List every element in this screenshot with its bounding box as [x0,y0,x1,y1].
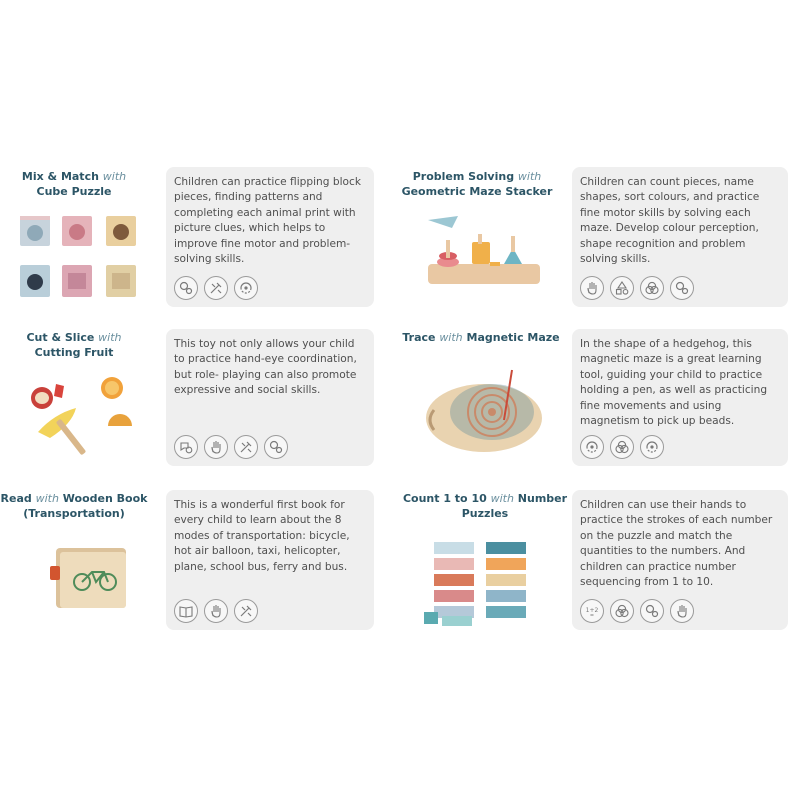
product-description: This is a wonderful first book for every child to learn about the 8 modes of transportation: bicycle, hot air balloon, taxi, helicopter, plane, school bus, ferry and bus. [174,499,350,573]
number-puzzles-image [420,538,536,630]
description-card [166,167,374,307]
math-icon [580,599,604,623]
hand-skill-icon [204,599,228,623]
product-title: Cut & Slice with Cutting Fruit [26,331,122,359]
shape-recognition-icon [610,276,634,300]
description-card [166,490,374,630]
skill-icons [174,599,258,623]
cube-puzzle-image [14,210,144,305]
fine-motor-icon [234,599,258,623]
wooden-book-image [46,542,130,614]
social-skills-icon [174,435,198,459]
book-icon [174,599,198,623]
problem-solving-icon [640,599,664,623]
hand-eye-icon [580,435,604,459]
product-title: Mix & Match with Cube Puzzle [21,170,127,198]
problem-solving-icon [670,276,694,300]
product-title: Trace with Magnetic Maze [402,331,560,344]
problem-solving-icon [174,276,198,300]
math-icon-label: 1+2 [585,607,599,614]
product-description: Children can practice flipping block pieces, finding patterns and completing each animal print with picture clues, which helps to improve fine motor and problem-solving skills. [174,176,361,266]
hand-eye-icon [234,276,258,300]
problem-solving-icon [264,435,288,459]
product-description: Children can count pieces, name shapes, sort colours, and practice fine motor skills by solving each maze. Develop colour perception, shape recognition and problem solving skills. [580,176,760,266]
skill-icons [580,435,664,459]
hand-skill-icon [580,276,604,300]
product-title: Problem Solving with Geometric Maze Stacker [401,170,553,198]
skill-icons [174,435,288,459]
svg-text:=: = [589,613,595,619]
fine-motor-icon [234,435,258,459]
colour-perception-icon [610,435,634,459]
cutting-fruit-image [24,368,144,463]
product-title: Count 1 to 10 with Number Puzzles [402,492,568,520]
hand-skill-icon [204,435,228,459]
description-card [572,329,788,466]
hand-eye-icon [640,435,664,459]
magnetic-maze-image [420,360,552,460]
description-card [572,167,788,307]
geometric-maze-stacker-image [418,212,546,292]
skill-icons [580,276,694,300]
skill-icons [174,276,258,300]
product-description: This toy not only allows your child to practice hand-eye coordination, but role- playing can also promote expressive and social skills. [174,338,357,397]
product-description: In the shape of a hedgehog, this magnetic maze is a great learning tool, guiding your child to practice holding a pen, as well as practicing fine movements and using magnetism to pick up beads. [580,338,768,428]
hand-skill-icon [670,599,694,623]
product-description: Children can use their hands to practice the strokes of each number on the puzzle and match the quantities to the numbers. And children can practice number sequencing from 1 to 10. [580,499,773,589]
product-title: Read with Wooden Book (Transportation) [0,492,148,520]
description-card [166,329,374,466]
fine-motor-icon [204,276,228,300]
skill-icons [580,599,694,623]
description-card [572,490,788,630]
colour-perception-icon [610,599,634,623]
colour-perception-icon [640,276,664,300]
